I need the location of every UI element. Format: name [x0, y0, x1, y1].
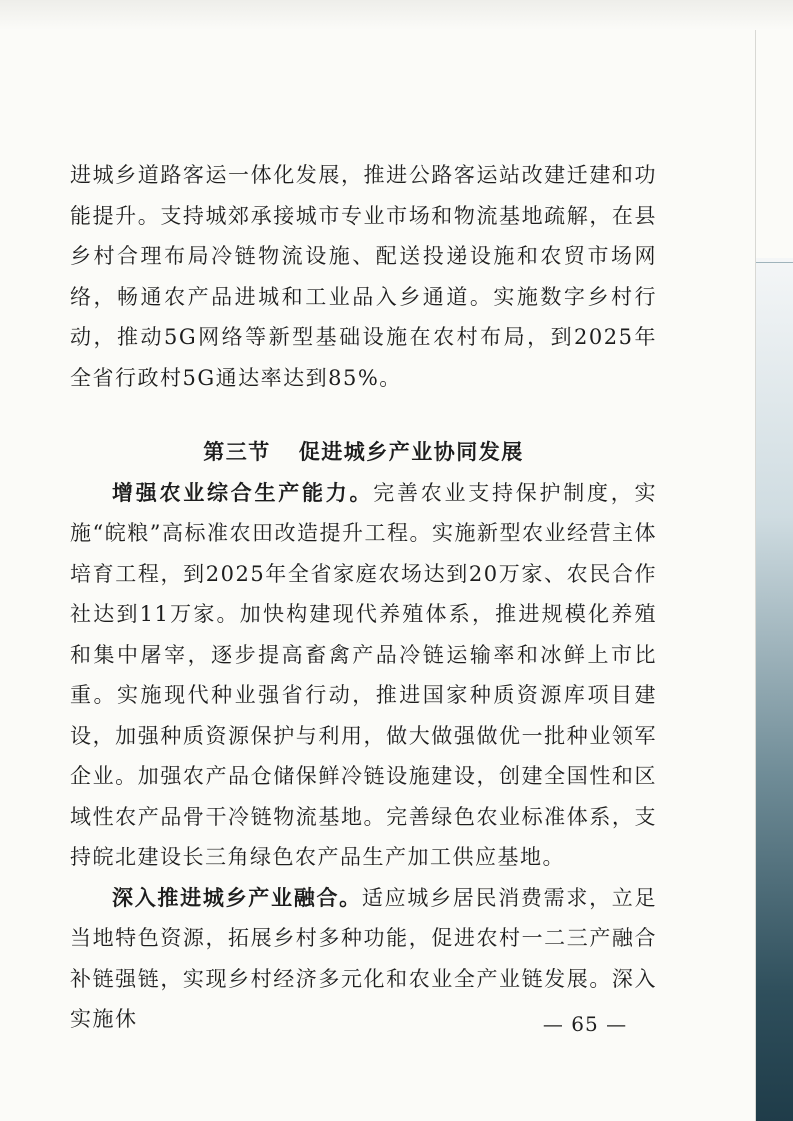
- scan-edge: [0, 0, 793, 30]
- paragraph-lead: 深入推进城乡产业融合。: [112, 884, 362, 910]
- section-heading: [70, 432, 657, 473]
- paragraph-body: 适应城乡居民消费需求，立足当地特色资源，拓展乡村多种功能，促进农村一二三产融合补链强链，实现乡村经济多元化和农业全产业链发展。深入实施休: [70, 885, 657, 1031]
- edge-strip-divider: [756, 262, 793, 263]
- paragraph-body: 完善农业支持保护制度，实施“皖粮”高标准农田改造提升工程。实施新型农业经营主体培育工程，到2025年全省家庭农场达到20万家、农民合作社达到11万家。加快构建现代养殖体系，推进规模化养殖和集中屠宰，逐步提高畜禽产品冷链运输率和冰鲜上市比重。实施现代种业强省行动，推进国家种质资源库项目建设，加强种质资源保护与利用，做大做强做优一批种业领军企业。加强农产品仓储保鲜冷链设施建设，创建全国性和区域性农产品骨干冷链物流基地。完善绿色农业标准体系，支持皖北建设长三角绿色农产品生产加工供应基地。: [70, 480, 657, 869]
- document-body: [70, 155, 657, 1040]
- paragraph-agriculture-capacity: [70, 473, 657, 878]
- edge-color-strip: [756, 258, 793, 1121]
- section-number: 第三节: [203, 439, 271, 464]
- paragraph-lead: 增强农业综合生产能力。: [112, 479, 374, 505]
- page-number: — 65 —: [542, 1012, 628, 1036]
- paragraph-continued: 进城乡道路客运一体化发展，推进公路客运站改建迁建和功能提升。支持城郊承接城市专业市场和物流基地疏解，在县乡村合理布局冷链物流设施、配送投递设施和农贸市场网络，畅通农产品进城和工业品入乡通道。实施数字乡村行动，推动5G网络等新型基础设施在农村布局，到2025年全省行政村5G通达率达到85%。: [70, 163, 657, 390]
- section-title: 促进城乡产业协同发展: [298, 439, 524, 464]
